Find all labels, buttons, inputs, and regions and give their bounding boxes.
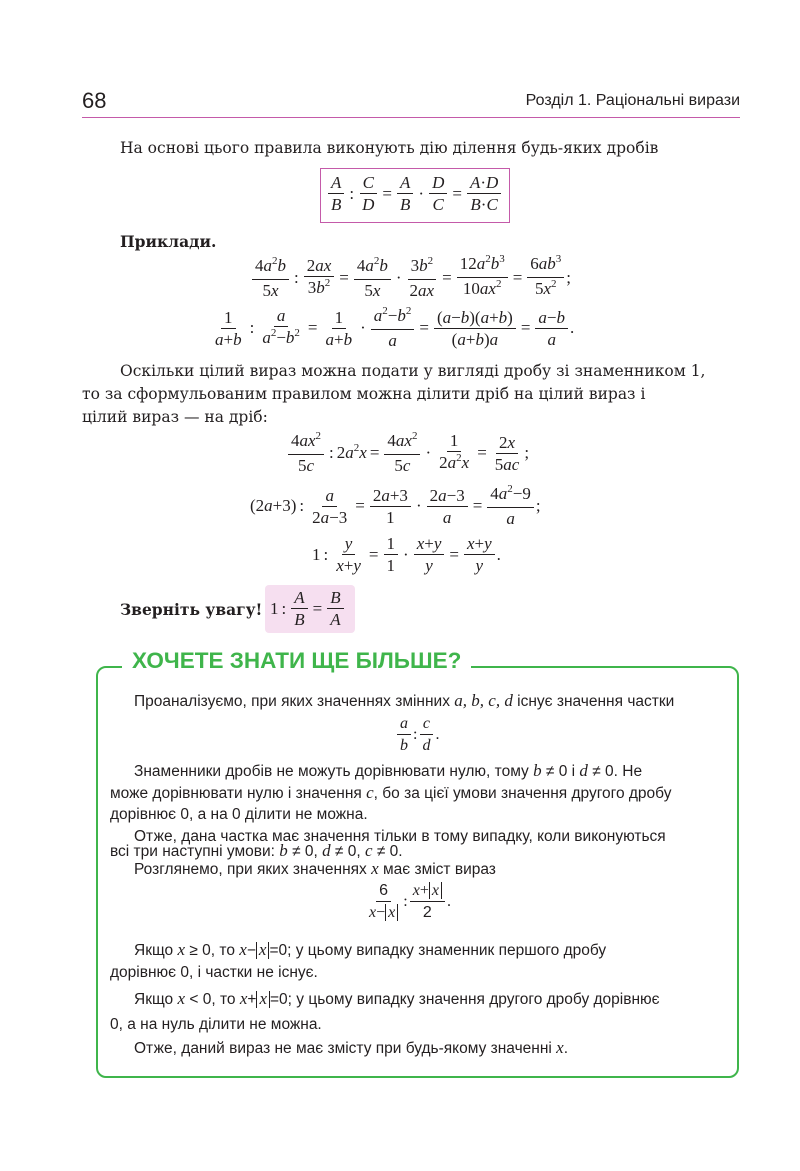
sidebar-line-11: 0, а на нуль ділити не можна. xyxy=(110,1016,322,1033)
paragraph-line-2: то за сформульованим правилом можна ділити дріб на цілий вираз і xyxy=(82,385,646,403)
example-3: $4ax^2$ 5c : $2a^2x$ = $\frac{4ax^2}{5c}$ · $\frac{1}{2a^2x}$ = $\frac{2x}{5ac}$ ; xyxy=(286,430,529,476)
sidebar-line-3: може дорівнювати нулю і значення c, бо за цієї умови значення другого дробу xyxy=(110,783,672,802)
sidebar-line-1: Проаналізуємо, при яких значеннях змінних a, b, c, d існує значення частки xyxy=(134,691,675,710)
sidebar-line-6: всі три наступні умови: b ≠ 0, d ≠ 0, c ≠ 0. xyxy=(110,841,403,860)
sidebar-line-5: Отже, дана частка має значення тільки в тому випадку, коли виконуються xyxy=(134,828,666,845)
page-number: 68 xyxy=(82,88,107,113)
paragraph-line-3: цілий вираз — на дріб: xyxy=(82,408,268,426)
chapter-title: Розділ 1. Раціональні вирази xyxy=(525,92,740,109)
example-1: $4a^2b$ 5x : $\frac{2ax}{3b^2}$ = $\frac{4a^2b}{5x}$ · $\frac{3b^2}{2ax}$ = $\frac{12a^2b^3}{10ax^2}$ = $\frac{6ab^3}{5x^2}$ ; xyxy=(250,253,571,302)
sidebar-formula-2: 6 x− x : x+ x 2 . xyxy=(369,882,451,921)
sidebar-line-7: Розглянемо, при яких значеннях x має зміст вираз xyxy=(134,859,496,878)
sidebar-line-12: Отже, даний вираз не має змісту при будь-якому значенні x. xyxy=(134,1038,569,1057)
sidebar-line-2: Знаменники дробів не можуть дорівнювати нулю, тому b ≠ 0 і d ≠ 0. Не xyxy=(134,761,643,780)
sidebar-line-8: Якщо x ≥ 0, то x− x =0; у цьому випадку знаменник першого дробу xyxy=(134,940,607,959)
page-header xyxy=(82,88,740,118)
attention-label: Зверніть увагу! xyxy=(120,600,263,619)
examples-label: Приклади. xyxy=(120,232,217,251)
sidebar-formula-1: a b : c d . xyxy=(395,713,439,756)
paragraph-line-1: Оскільки цілий вираз можна подати у вигляді дробу зі знаменником 1, xyxy=(120,362,706,380)
division-rule-formula: A B : $\frac{C}{D}$ = $\frac{A}{B}$ · $\frac{D}{C}$ = $\frac{A\cdot D}{B\cdot C}$ xyxy=(326,172,503,215)
example-5: 1 : $\frac{y}{x+y}$ = $\frac{1}{1}$ · $\frac{x+y}{y}$ = $\frac{x+y}{y}$ . xyxy=(312,534,501,575)
example-2: 1 a+b : $\frac{a}{a^2-b^2}$ = $\frac{1}{a+b}$ · $\frac{a^2-b^2}{a}$ = $\frac{(a-b)(a+b)}{(a+b)a}$ = $\frac{a-b}{a}$ . xyxy=(215,305,575,350)
sidebar-line-4: дорівнює 0, а на 0 ділити не можна. xyxy=(110,806,368,823)
attention-formula: 1 : $\frac{A}{B}$ = $\frac{B}{A}$ xyxy=(270,587,346,630)
example-4: (2a+3) : $\frac{a}{2a-3}$ = $\frac{2a+3}{1}$ · $\frac{2a-3}{a}$ = $\frac{4a^2-9}{a}$ ; xyxy=(250,483,541,528)
sidebar-line-9: дорівнює 0, і частки не існує. xyxy=(110,964,318,981)
sidebar-line-10: Якщо x < 0, то x+ x =0; у цьому випадку значення другого дробу дорівнює xyxy=(134,989,660,1008)
learn-more-title: ХОЧЕТЕ ЗНАТИ ЩЕ БІЛЬШЕ? xyxy=(122,648,471,674)
intro-text: На основі цього правила виконують дію ділення будь-яких дробів xyxy=(120,139,659,157)
